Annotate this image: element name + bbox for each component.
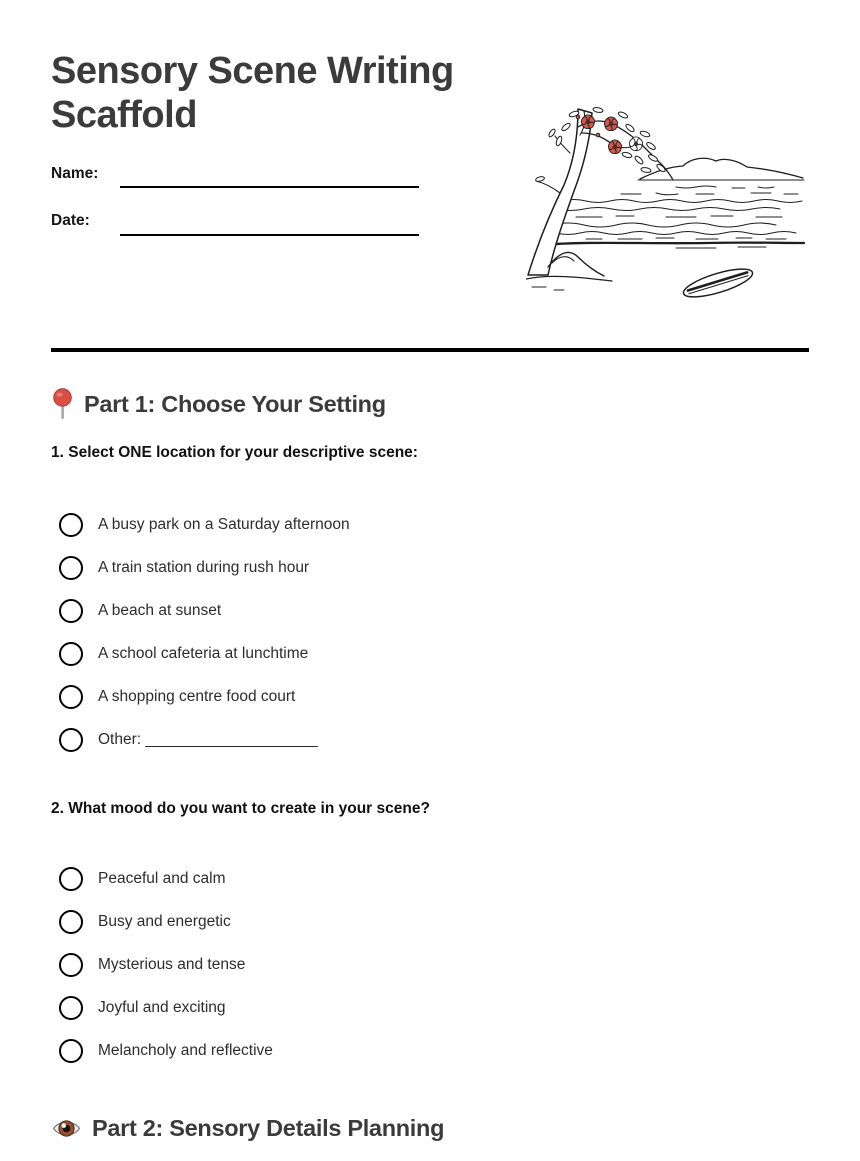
eye-icon: [52, 1117, 81, 1140]
radio-button[interactable]: [59, 953, 83, 977]
question2-label: 2. What mood do you want to create in your scene?: [51, 800, 430, 817]
name-field-line[interactable]: [120, 186, 419, 188]
radio-option-train-station[interactable]: [59, 546, 350, 589]
part2-heading-text: Part 2: Sensory Details Planning: [92, 1114, 445, 1141]
radio-button[interactable]: [59, 556, 83, 580]
beach-scene-illustration: [526, 97, 814, 305]
radio-option-label: Joyful and exciting: [98, 998, 226, 1016]
radio-option-label: A shopping centre food court: [98, 687, 296, 705]
radio-option-melancholy-reflective[interactable]: [59, 1029, 273, 1072]
round-pushpin-icon: [52, 388, 73, 421]
question2-options: [59, 857, 273, 1072]
question1-label: 1. Select ONE location for your descriptive scene:: [51, 444, 418, 461]
radio-option-label: A busy park on a Saturday afternoon: [98, 515, 350, 533]
page-title: Sensory Scene Writing Scaffold: [51, 50, 454, 136]
section-divider: [51, 348, 809, 352]
part1-heading-text: Part 1: Choose Your Setting: [84, 390, 386, 417]
radio-option-busy-park[interactable]: [59, 503, 350, 546]
part2-heading: [52, 1110, 444, 1146]
radio-option-label: A train station during rush hour: [98, 558, 310, 576]
radio-option-label: Peaceful and calm: [98, 869, 226, 887]
radio-option-peaceful-calm[interactable]: [59, 857, 273, 900]
radio-button[interactable]: [59, 1039, 83, 1063]
radio-option-joyful-exciting[interactable]: [59, 986, 273, 1029]
radio-option-other[interactable]: [59, 718, 350, 761]
radio-option-shopping-centre[interactable]: [59, 675, 350, 718]
radio-option-label: Busy and energetic: [98, 912, 231, 930]
radio-option-label: Melancholy and reflective: [98, 1041, 273, 1059]
radio-option-label: A beach at sunset: [98, 601, 222, 619]
radio-button[interactable]: [59, 685, 83, 709]
radio-button[interactable]: [59, 513, 83, 537]
radio-option-busy-energetic[interactable]: [59, 900, 273, 943]
date-field-line[interactable]: [120, 234, 419, 236]
radio-button[interactable]: [59, 642, 83, 666]
radio-option-beach-sunset[interactable]: [59, 589, 350, 632]
question1-options: [59, 503, 350, 761]
radio-option-label: Mysterious and tense: [98, 955, 246, 973]
radio-button[interactable]: [59, 599, 83, 623]
radio-option-mysterious-tense[interactable]: [59, 943, 273, 986]
name-field-label: Name:: [51, 165, 99, 182]
date-field-label: Date:: [51, 212, 90, 229]
radio-option-school-cafeteria[interactable]: [59, 632, 350, 675]
radio-option-label: A school cafeteria at lunchtime: [98, 644, 309, 662]
radio-button[interactable]: [59, 728, 83, 752]
part1-heading: [52, 386, 386, 422]
radio-button[interactable]: [59, 996, 83, 1020]
radio-button[interactable]: [59, 910, 83, 934]
radio-option-label: Other: ____________________: [98, 730, 318, 748]
radio-button[interactable]: [59, 867, 83, 891]
